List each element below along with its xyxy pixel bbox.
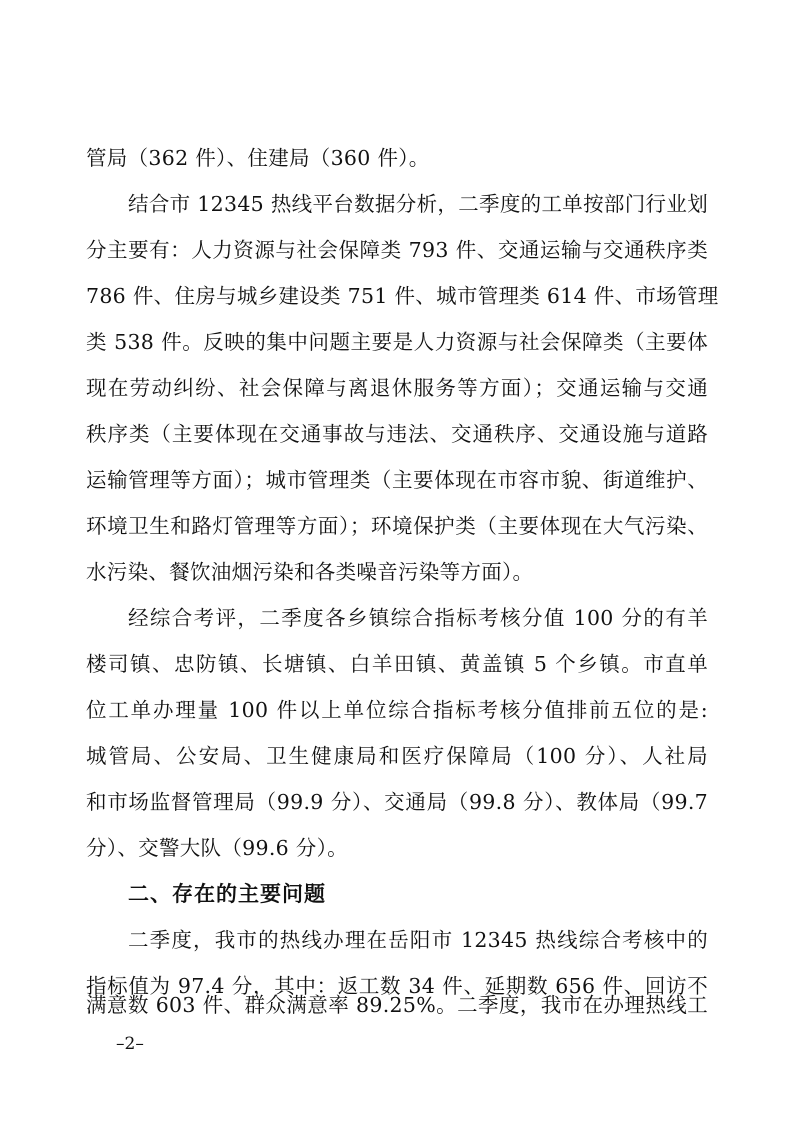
paragraph-line: 类 538 件。反映的集中问题主要是人力资源与社会保障类（主要体 (86, 330, 708, 354)
paragraph-line: 城管局、公安局、卫生健康局和医疗保障局（100 分）、人社局 (86, 744, 708, 768)
paragraph-line: 分主要有：人力资源与社会保障类 793 件、交通运输与交通秩序类 (86, 238, 708, 262)
paragraph-line: 水污染、餐饮油烟污染和各类噪音污染等方面）。 (86, 560, 534, 584)
paragraph-line: 楼司镇、忠防镇、长塘镇、白羊田镇、黄盖镇 5 个乡镇。市直单 (86, 652, 708, 676)
paragraph-line: 位工单办理量 100 件以上单位综合指标考核分值排前五位的是: (86, 698, 708, 722)
paragraph-line: 现在劳动纠纷、社会保障与离退休服务等方面）；交通运输与交通 (86, 376, 708, 400)
paragraph-line: 786 件、住房与城乡建设类 751 件、城市管理类 614 件、市场管理 (86, 284, 719, 308)
paragraph-line: 运输管理等方面）；城市管理类（主要体现在市容市貌、街道维护、 (86, 468, 708, 492)
paragraph-line: 和市场监督管理局（99.9 分）、交通局（99.8 分）、教体局（99.7 (86, 790, 708, 814)
paragraph-line: 经综合考评，二季度各乡镇综合指标考核分值 100 分的有羊 (128, 606, 708, 630)
paragraph-line: 分）、交警大队（99.6 分）。 (86, 836, 348, 860)
paragraph-line: 管局（362 件）、住建局（360 件）。 (86, 146, 430, 170)
paragraph-line: 秩序类（主要体现在交通事故与违法、交通秩序、交通设施与道路 (86, 422, 708, 446)
page-number: –2– (116, 1034, 144, 1054)
paragraph-line: 结合市 12345 热线平台数据分析，二季度的工单按部门行业划 (128, 192, 708, 216)
paragraph-line: 环境卫生和路灯管理等方面）；环境保护类（主要体现在大气污染、 (86, 514, 708, 538)
paragraph-line: 指标值为 97.4 分，其中：返工数 34 件、延期数 656 件、回访不 (86, 974, 708, 998)
paragraph-line: 满意数 603 件、群众满意率 89.25%。二季度，我市在办理热线工 (86, 993, 708, 1017)
section-heading: 二、存在的主要问题 (128, 882, 326, 906)
paragraph-line: 二季度，我市的热线办理在岳阳市 12345 热线综合考核中的 (128, 928, 708, 952)
